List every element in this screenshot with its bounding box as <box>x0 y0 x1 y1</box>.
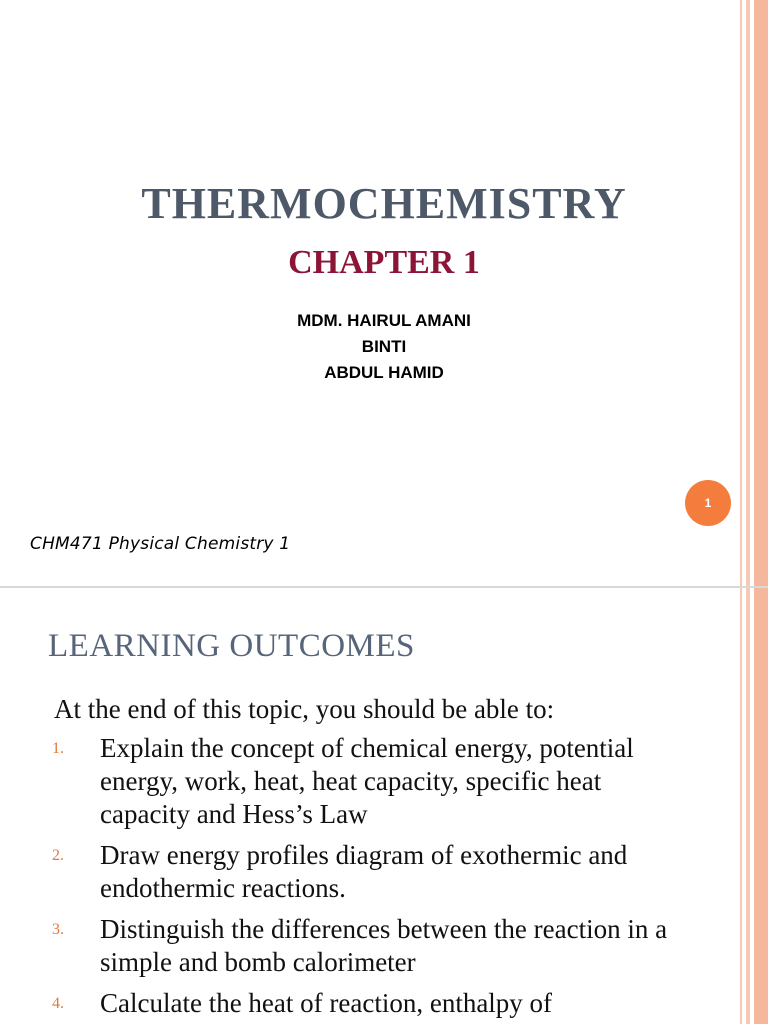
list-item <box>0 913 700 979</box>
list-text: Calculate the heat of reaction, enthalpy of <box>100 988 553 1018</box>
slide-heading: LEARNING OUTCOMES <box>48 628 415 664</box>
page-number-badge: 1 <box>685 480 731 526</box>
list-item <box>0 839 700 905</box>
author-line: ABDUL HAMID <box>324 363 444 382</box>
chapter-label: CHAPTER 1 <box>288 244 480 281</box>
learning-outcomes-slide <box>0 588 768 1024</box>
slide-title: THERMOCHEMISTRY <box>141 179 627 228</box>
decorative-border <box>734 0 768 588</box>
list-text: Explain the concept of chemical energy, potential energy, work, heat, heat capacity, specific heat capacity and Hess’s Law <box>100 733 634 829</box>
course-footer: CHM471 Physical Chemistry 1 <box>30 534 291 554</box>
decorative-border <box>734 588 768 1024</box>
intro-text: At the end of this topic, you should be able to: <box>54 694 555 724</box>
author-line: MDM. HAIRUL AMANI <box>297 311 471 330</box>
list-item <box>0 987 700 1020</box>
author-line: BINTI <box>361 337 407 356</box>
list-text: Draw energy profiles diagram of exothermic and endothermic reactions. <box>100 840 628 903</box>
outcomes-list <box>0 732 700 1024</box>
list-number: 3. <box>52 921 64 938</box>
list-number: 1. <box>52 740 64 757</box>
list-number: 2. <box>52 847 64 864</box>
list-number: 4. <box>52 995 64 1012</box>
list-text: Distinguish the differences between the reaction in a simple and bomb calorimeter <box>100 914 668 977</box>
list-item <box>0 732 700 831</box>
author-block <box>0 308 768 386</box>
